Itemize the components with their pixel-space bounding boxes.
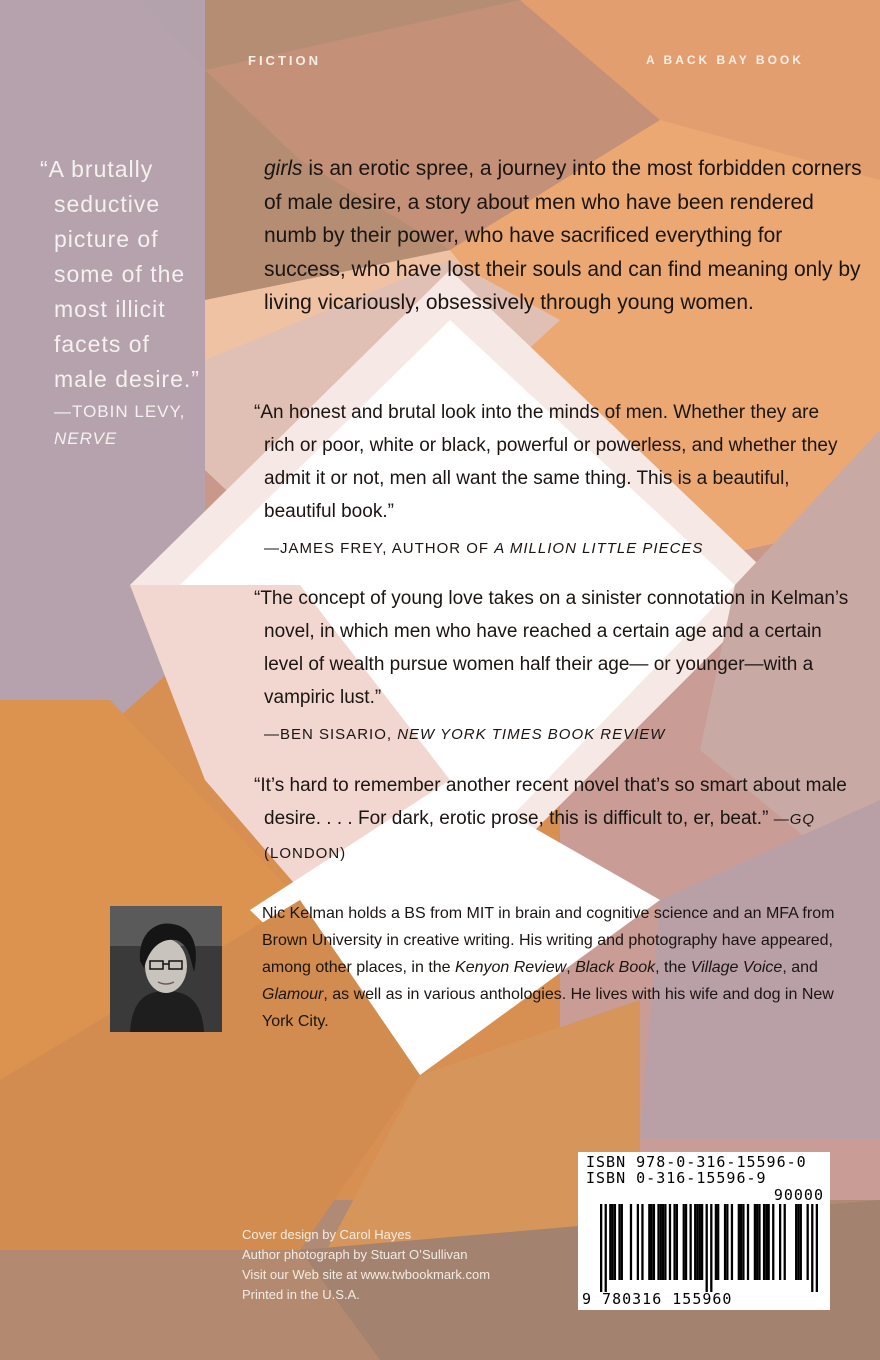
barcode-bar (696, 1204, 698, 1280)
barcode-bar (738, 1204, 740, 1280)
book-description (264, 152, 864, 320)
quote-body: “It’s hard to remember another recent novel that’s so smart about male desire. . . . For dark, erotic prose, this is difficult to, er, beat.” (254, 775, 847, 829)
barcode-bar (726, 1204, 728, 1280)
quote-gq (254, 769, 854, 870)
quote-text: “The concept of young love takes on a sinister connotation in Kelman’s novel, in which men who have reached a certain age and a certain level of wealth pursue women half their age— or younger—with a vampiric lust.” (254, 588, 849, 708)
barcode-bar (811, 1204, 813, 1292)
side-quote-line: some of the (54, 261, 186, 287)
barcode-bar (614, 1204, 616, 1280)
credit-printed: Printed in the U.S.A. (242, 1287, 360, 1302)
quote-frey (254, 396, 854, 565)
bio-text: , as well as in various anthologies. He lives with his wife and dog in New York City. (262, 986, 834, 1030)
barcode-bar (747, 1204, 749, 1280)
barcode-bar (660, 1204, 662, 1280)
barcode-bar (717, 1204, 719, 1280)
barcode-bar (699, 1204, 701, 1280)
bio-text: Nic Kelman holds a BS from MIT in brain and cognitive science and an MFA from Brown University in creative writing. His writing and photography have appeared, among other places, in the (262, 905, 835, 976)
quote-attribution (254, 718, 854, 751)
barcode-bar (758, 1204, 760, 1280)
barcode-bar (724, 1204, 726, 1280)
side-quote-source: NERVE (54, 429, 118, 448)
barcode-bar (609, 1204, 611, 1280)
barcode-bar (621, 1204, 623, 1280)
barcode-bar (662, 1204, 664, 1280)
barcode-bar (742, 1204, 744, 1280)
title-word: girls (264, 157, 303, 180)
side-quote-author: —TOBIN LEVY, (54, 402, 186, 421)
credit-cover-design: Cover design by Carol Hayes (242, 1227, 412, 1242)
barcode-bar (740, 1204, 742, 1280)
bio-publication: Glamour (262, 986, 324, 1003)
barcode-bar (600, 1204, 602, 1292)
barcode-bar (731, 1204, 733, 1280)
isbn-10: ISBN 0-316-15596-9 (586, 1169, 767, 1187)
isbn-13: ISBN 978-0-316-15596-0 (586, 1153, 807, 1171)
ean-number: 9 780316 155960 (582, 1290, 733, 1308)
quote-source: GQ (789, 811, 816, 828)
barcode-bar (797, 1204, 799, 1280)
barcode-bar (768, 1204, 770, 1280)
barcode-bar (763, 1204, 765, 1280)
barcode-bar (618, 1204, 620, 1280)
barcode-bar (637, 1204, 639, 1280)
genre-label: FICTION (248, 53, 321, 68)
barcode-bar (710, 1204, 712, 1292)
quote-suffix: (LONDON) (264, 845, 347, 862)
barcode-bar (795, 1204, 797, 1280)
side-quote-line: most illicit (54, 296, 166, 322)
quote-source: NEW YORK TIMES BOOK REVIEW (397, 726, 666, 743)
barcode-bar (641, 1204, 643, 1280)
barcode-bar (648, 1204, 650, 1280)
barcode-bar (772, 1204, 774, 1280)
side-quote-line: “A brutally (40, 156, 154, 182)
side-quote-line: facets of (54, 331, 150, 357)
barcode-bar (706, 1204, 708, 1292)
barcode-bar (650, 1204, 652, 1280)
author-bio (262, 900, 847, 1035)
ean-barcode-bars (586, 1204, 822, 1292)
side-quote-attribution (54, 398, 185, 452)
barcode-bar (685, 1204, 687, 1280)
barcode-bar (630, 1204, 632, 1280)
quote-source: A MILLION LITTLE PIECES (494, 540, 704, 557)
barcode-bar (701, 1204, 703, 1280)
credits (242, 1225, 490, 1305)
bio-publication: Kenyon Review (455, 959, 567, 976)
imprint-label: A BACK BAY BOOK (646, 53, 804, 67)
barcode-bar (689, 1204, 691, 1280)
barcode-bar (816, 1204, 818, 1292)
barcode-bar (683, 1204, 685, 1280)
barcode-bar (807, 1204, 809, 1280)
barcode-bar (779, 1204, 781, 1280)
credit-author-photo: Author photograph by Stuart O’Sullivan (242, 1247, 468, 1262)
barcode-bar (715, 1204, 717, 1280)
barcode-bar (694, 1204, 696, 1280)
barcode-bar (653, 1204, 655, 1280)
barcode-bar (673, 1204, 675, 1280)
barcode-bar (611, 1204, 613, 1280)
quote-author: —JAMES FREY, AUTHOR OF (264, 540, 495, 557)
side-quote-line: male desire.” (54, 366, 200, 392)
credit-website: Visit our Web site at www.twbookmark.com (242, 1267, 491, 1282)
bio-text: , the (655, 959, 691, 976)
barcode-bar (676, 1204, 678, 1280)
barcode-bar (657, 1204, 659, 1280)
side-quote (40, 152, 230, 397)
barcode-bar (754, 1204, 756, 1280)
bio-publication: Black Book (575, 959, 656, 976)
side-quote-line: picture of (54, 226, 159, 252)
barcode-bar (756, 1204, 758, 1280)
author-portrait-image (110, 906, 222, 1032)
barcode-bar (800, 1204, 802, 1280)
bio-text: , and (782, 959, 818, 976)
quote-text: “An honest and brutal look into the minds of men. Whether they are rich or poor, white or black, powerful or powerless, and whether they admit it or not, men all want the same thing. This is a beautiful, beautiful book.” (254, 402, 838, 522)
quote-attribution (254, 532, 854, 565)
barcode-bar (765, 1204, 767, 1280)
barcode-bar (669, 1204, 671, 1280)
barcode-bar (784, 1204, 786, 1280)
barcode-bar (664, 1204, 666, 1280)
quote-sisario (254, 582, 854, 751)
description-text: is an erotic spree, a journey into the most forbidden corners of male desire, a story about men who have been rendered numb by their power, who have sacrificed everything for success, who have lost their souls and can find meaning only by living vicariously, obsessively through young women. (264, 157, 862, 314)
quote-text (254, 769, 854, 870)
barcode-bar (605, 1204, 607, 1292)
bio-text: , (566, 959, 576, 976)
bio-publication: Village Voice (690, 959, 783, 976)
quote-author: —BEN SISARIO, (264, 726, 398, 743)
price-code: 90000 (773, 1186, 824, 1204)
quote-dash: — (773, 811, 790, 828)
author-photo (110, 906, 222, 1032)
isbn-barcode (578, 1152, 830, 1310)
side-quote-line: seductive (54, 191, 161, 217)
